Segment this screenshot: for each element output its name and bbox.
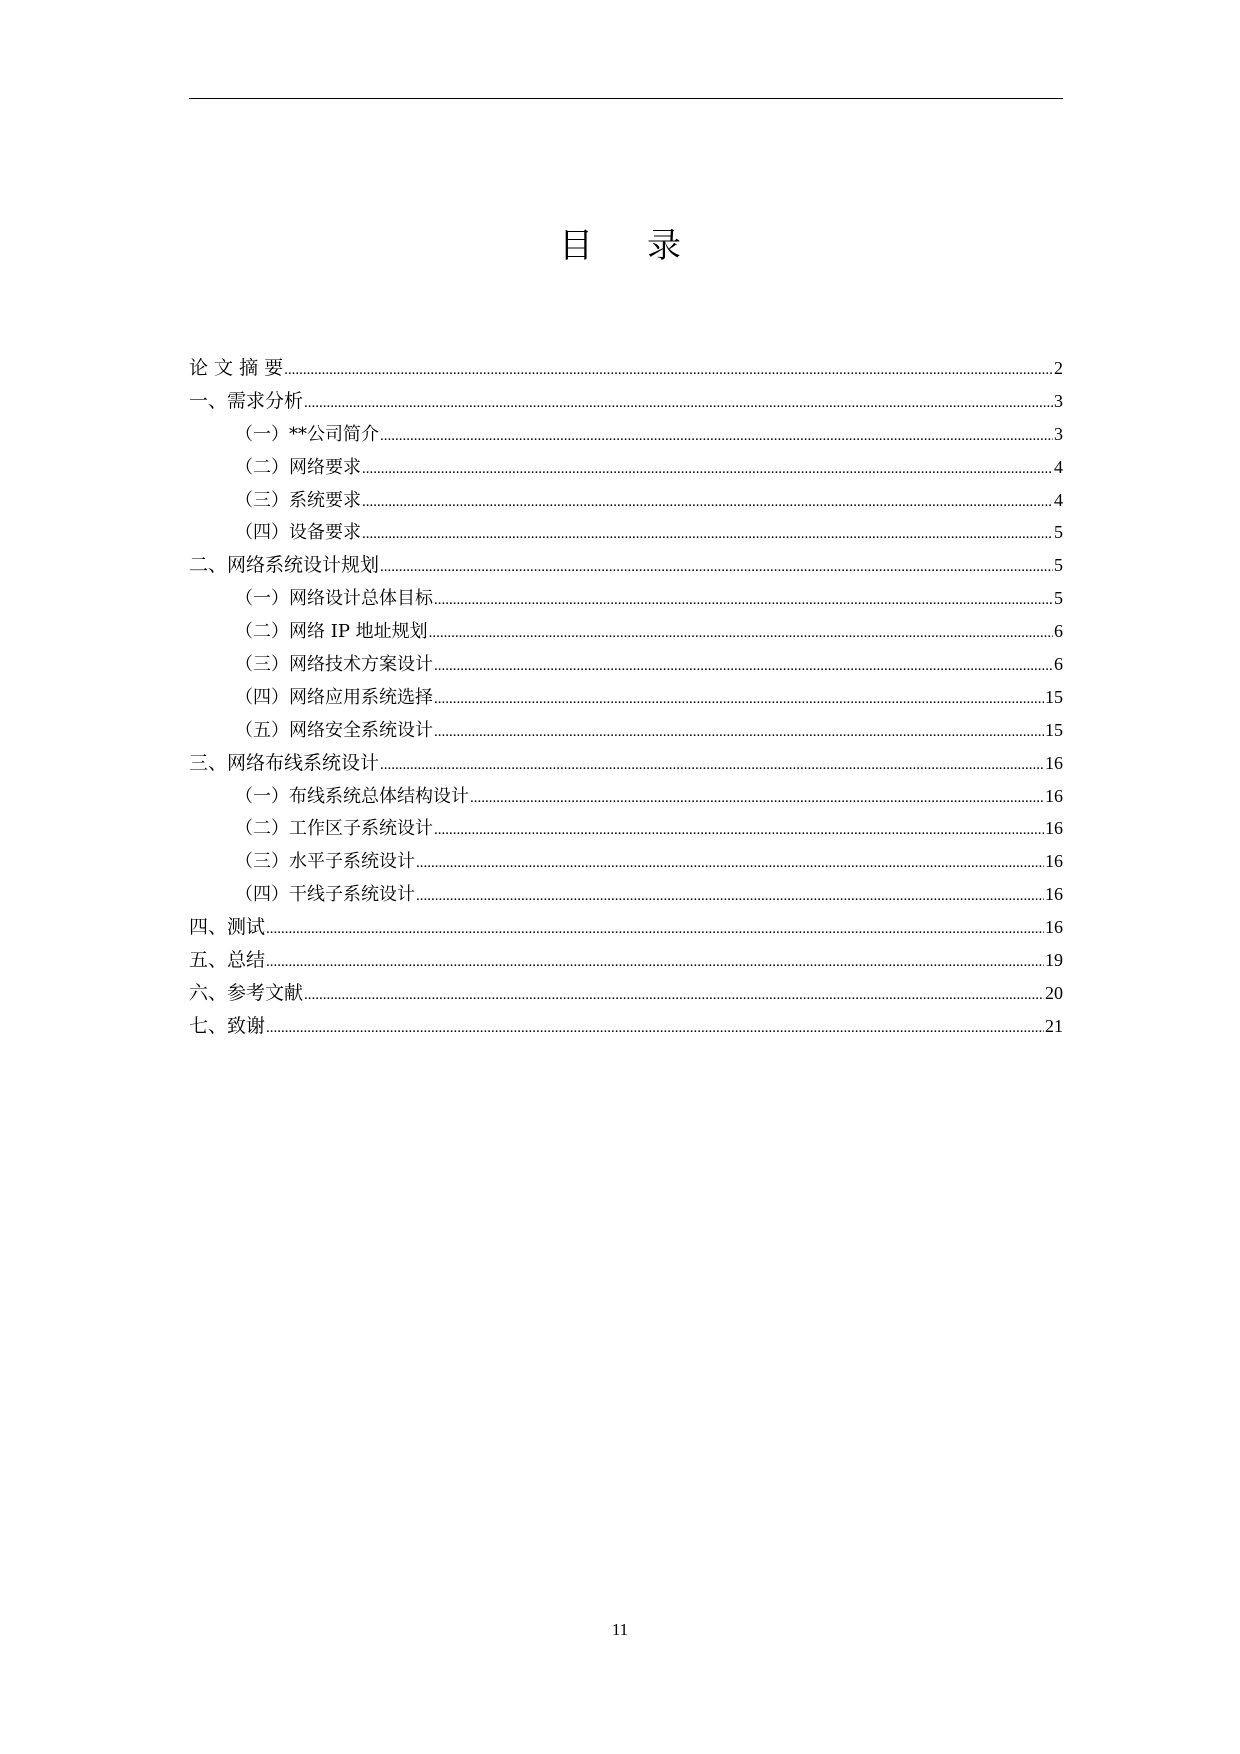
toc-dot-leader (362, 453, 1053, 486)
toc-entry-page-number: 16 (1045, 884, 1063, 905)
toc-entry-label: （三）网络技术方案设计 (235, 654, 433, 676)
toc-entry-label: （二）网络 IP 地址规划 (235, 621, 428, 643)
toc-entry-label: 四、测试 (189, 916, 266, 939)
toc-section-entry[interactable] (189, 582, 1063, 615)
toc-section-entry[interactable] (189, 714, 1063, 747)
footer-page-number: 11 (611, 1620, 629, 1639)
toc-dot-leader (284, 354, 1053, 387)
toc-entry-label: （四）干线子系统设计 (235, 884, 415, 906)
toc-entry-page-number: 15 (1045, 719, 1063, 740)
toc-entry-page-number: 6 (1054, 621, 1063, 642)
toc-dot-leader (429, 617, 1053, 650)
toc-chapter-entry[interactable] (189, 549, 1063, 582)
toc-section-entry[interactable] (189, 845, 1063, 878)
toc-entry-label: （三）系统要求 (235, 489, 361, 511)
toc-entry-page-number: 19 (1045, 950, 1063, 971)
toc-dot-leader (416, 880, 1044, 913)
toc-entry-page-number: 4 (1054, 489, 1063, 510)
toc-dot-leader (380, 420, 1053, 453)
toc-entry-page-number: 3 (1054, 390, 1063, 411)
toc-dot-leader (380, 749, 1044, 782)
toc-entry-page-number: 3 (1054, 423, 1063, 444)
toc-entry-label: （一）**公司简介 (235, 423, 379, 445)
toc-dot-leader (362, 518, 1053, 551)
page-title: 目录 (559, 226, 735, 266)
toc-entry-page-number: 20 (1045, 982, 1063, 1003)
toc-entry-label: （一）网络设计总体目标 (235, 588, 433, 610)
toc-entry-label: 五、总结 (189, 949, 266, 972)
toc-dot-leader (434, 814, 1044, 847)
toc-entry-page-number: 2 (1054, 358, 1063, 378)
toc-chapter-entry[interactable] (189, 977, 1063, 1010)
toc-section-entry[interactable] (189, 878, 1063, 911)
toc-entry-page-number: 5 (1054, 588, 1063, 609)
toc-chapter-entry[interactable] (189, 385, 1063, 418)
toc-section-entry[interactable] (189, 648, 1063, 681)
toc-chapter-entry[interactable] (189, 352, 1063, 385)
toc-section-entry[interactable] (189, 615, 1063, 648)
toc-dot-leader (266, 1012, 1044, 1045)
toc-entry-label: （四）网络应用系统选择 (235, 686, 433, 708)
toc-section-entry[interactable] (189, 484, 1063, 517)
toc-entry-page-number: 15 (1045, 686, 1063, 707)
toc-entry-label: （一）布线系统总体结构设计 (235, 785, 469, 807)
toc-dot-leader (266, 913, 1044, 946)
toc-dot-leader (380, 551, 1053, 584)
toc-dot-leader (434, 584, 1053, 617)
toc-dot-leader (304, 387, 1053, 420)
header-rule (189, 98, 1063, 99)
toc-entry-page-number: 4 (1054, 456, 1063, 477)
toc-dot-leader (362, 486, 1053, 519)
toc-section-entry[interactable] (189, 451, 1063, 484)
toc-entry-label: 三、网络布线系统设计 (189, 751, 380, 774)
toc-dot-leader (304, 979, 1044, 1012)
toc-chapter-entry[interactable] (189, 747, 1063, 780)
toc-dot-leader (266, 946, 1044, 979)
toc-section-entry[interactable] (189, 681, 1063, 714)
toc-section-entry[interactable] (189, 780, 1063, 813)
toc-entry-page-number: 16 (1045, 851, 1063, 872)
toc-section-entry[interactable] (189, 812, 1063, 845)
toc-entry-label: 一、需求分析 (189, 389, 304, 412)
toc-dot-leader (416, 847, 1044, 880)
toc-dot-leader (470, 782, 1044, 815)
toc-dot-leader (434, 683, 1044, 716)
toc-section-entry[interactable] (189, 516, 1063, 549)
table-of-contents (189, 352, 1063, 1043)
toc-entry-page-number: 6 (1054, 654, 1063, 675)
toc-dot-leader (434, 716, 1044, 749)
toc-entry-label: 七、致谢 (189, 1014, 266, 1037)
toc-entry-label: 二、网络系统设计规划 (189, 554, 380, 577)
toc-entry-label: 论 文 摘 要 (189, 357, 284, 379)
toc-entry-page-number: 21 (1045, 1015, 1063, 1036)
toc-entry-label: （二）网络要求 (235, 456, 361, 478)
toc-entry-label: （三）水平子系统设计 (235, 851, 415, 873)
toc-entry-page-number: 5 (1054, 522, 1063, 543)
toc-entry-page-number: 5 (1054, 555, 1063, 576)
toc-chapter-entry[interactable] (189, 944, 1063, 977)
toc-entry-label: （四）设备要求 (235, 522, 361, 544)
toc-chapter-entry[interactable] (189, 1010, 1063, 1043)
toc-entry-label: （二）工作区子系统设计 (235, 818, 433, 840)
toc-entry-page-number: 16 (1045, 785, 1063, 806)
toc-entry-label: （五）网络安全系统设计 (235, 719, 433, 741)
toc-entry-page-number: 16 (1045, 917, 1063, 938)
toc-chapter-entry[interactable] (189, 911, 1063, 944)
toc-entry-page-number: 16 (1045, 752, 1063, 773)
toc-entry-page-number: 16 (1045, 818, 1063, 839)
toc-dot-leader (434, 650, 1053, 683)
toc-section-entry[interactable] (189, 418, 1063, 451)
toc-entry-label: 六、参考文献 (189, 981, 304, 1004)
